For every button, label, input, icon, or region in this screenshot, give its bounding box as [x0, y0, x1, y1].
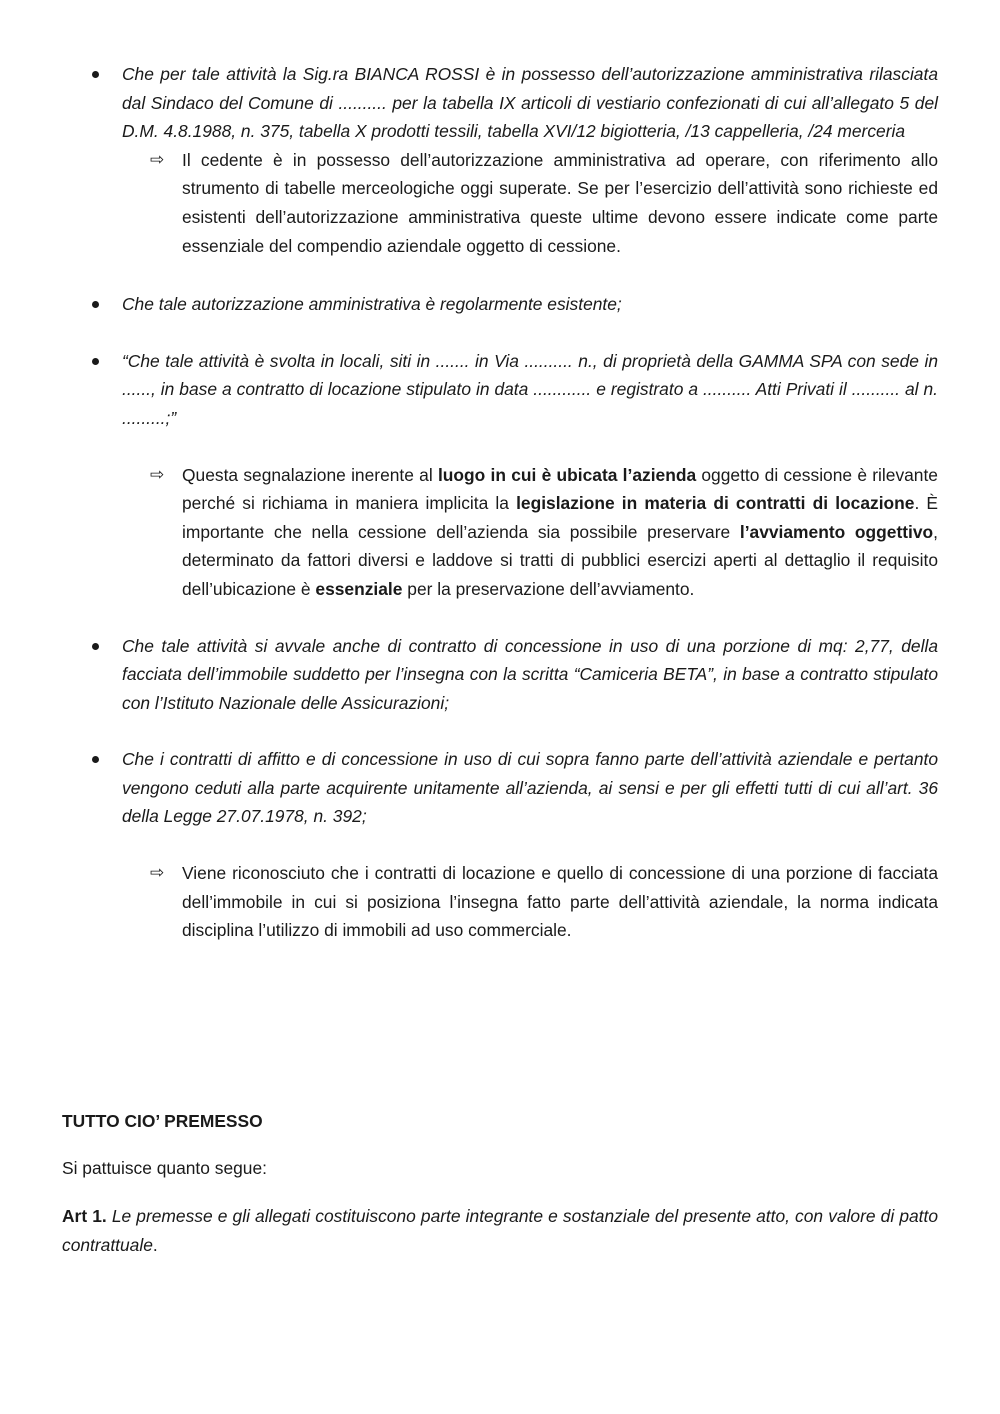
arrow-right-icon: ⇨	[150, 464, 165, 484]
bullet-item-concession	[62, 632, 938, 718]
bullet-item-premises	[62, 347, 938, 433]
bullet-item-authorization	[62, 60, 938, 146]
bullet-dot-icon	[92, 643, 99, 650]
bullet-text: “Che tale attività è svolta in locali, siti in ....... in Via .......... n., di proprietà della GAMMA SPA con sede in ......, in base a contratto di locazione stipulato in data ............ e registrato a .......... Atti Privati il .......... al n. .........;”	[122, 350, 938, 428]
note-contracts	[62, 859, 938, 945]
article-text: Le premesse e gli allegati costituiscono parte integrante e sostanziale del presente atto, con valore di patto contrattuale	[62, 1206, 938, 1255]
arrow-right-icon: ⇨	[150, 863, 165, 883]
bullet-item-contracts	[62, 745, 938, 831]
bullet-text: Che tale attività si avvale anche di contratto di concessione in uso di una porzione di mq: 2,77, della facciata dell’immobile suddetto per l’insegna con la scritta “Camiceria BETA”, in base a contratto stipulato con l’Istituto Nazionale delle Assicurazioni;	[122, 635, 938, 713]
intro-text: Si pattuisce quanto segue:	[62, 1158, 267, 1179]
note-text: Viene riconosciuto che i contratti di locazione e quello di concessione di una porzione di facciata dell’immobile in cui si posiziona l’insegna fatto parte dell’attività aziendale, la norma indicata disciplina l’utilizzo di immobili ad uso commerciale.	[182, 863, 938, 941]
article-1: Art 1. Le premesse e gli allegati costituiscono parte integrante e sostanziale del presente atto, con valore di patto contrattuale.	[62, 1206, 938, 1255]
bullet-text: Che i contratti di affitto e di concessione in uso di cui sopra fanno parte dell’attività aziendale e pertanto vengono ceduti alla parte acquirente unitamente all’azienda, ai sensi e per gli effetti tutti di cui all’art. 36 della Legge 27.07.1978, n. 392;	[122, 749, 938, 827]
bullet-text: Che per tale attività la Sig.ra BIANCA ROSSI è in possesso dell’autorizzazione amministrativa rilasciata dal Sindaco del Comune di .......... per la tabella IX articoli di vestiario confezionati di cui all’allegato 5 del D.M. 4.8.1988, n. 375, tabella X prodotti tessili, tabella XVI/12 bigiotteria, /13 cappelleria, /24 merceria	[122, 64, 938, 142]
bullet-item-existence	[62, 290, 938, 319]
note-location	[62, 461, 938, 604]
bullet-text: Che tale autorizzazione amministrativa è regolarmente esistente;	[122, 294, 622, 315]
bullet-dot-icon	[92, 301, 99, 308]
note-text: Questa segnalazione inerente al luogo in cui è ubicata l’azienda oggetto di cessione è rilevante perché si richiama in maniera implicita la legislazione in materia di contratti di locazione. È importante che nella cessione dell’azienda sia possibile preservare l’avviamento oggettivo, determinato da fattori diversi e laddove si tratti di pubblici esercizi aperti al dettaglio il requisito dell’ubicazione è essenziale per la preservazione dell’avviamento.	[182, 464, 939, 599]
note-text: Il cedente è in possesso dell’autorizzazione amministrativa ad operare, con riferimento allo strumento di tabelle merceologiche oggi superate. Se per l’esercizio dell’attività sono richieste ed esistenti dell’autorizzazione amministrativa queste ultime devono essere indicate come parte essenziale del compendio aziendale oggetto di cessione.	[182, 149, 938, 256]
section-heading: TUTTO CIO’ PREMESSO	[62, 1110, 263, 1131]
bullet-dot-icon	[92, 756, 99, 763]
bullet-dot-icon	[92, 358, 99, 365]
article-number: Art 1.	[62, 1206, 107, 1227]
note-authorization	[62, 146, 938, 260]
arrow-right-icon: ⇨	[150, 149, 165, 169]
bullet-dot-icon	[92, 71, 99, 78]
